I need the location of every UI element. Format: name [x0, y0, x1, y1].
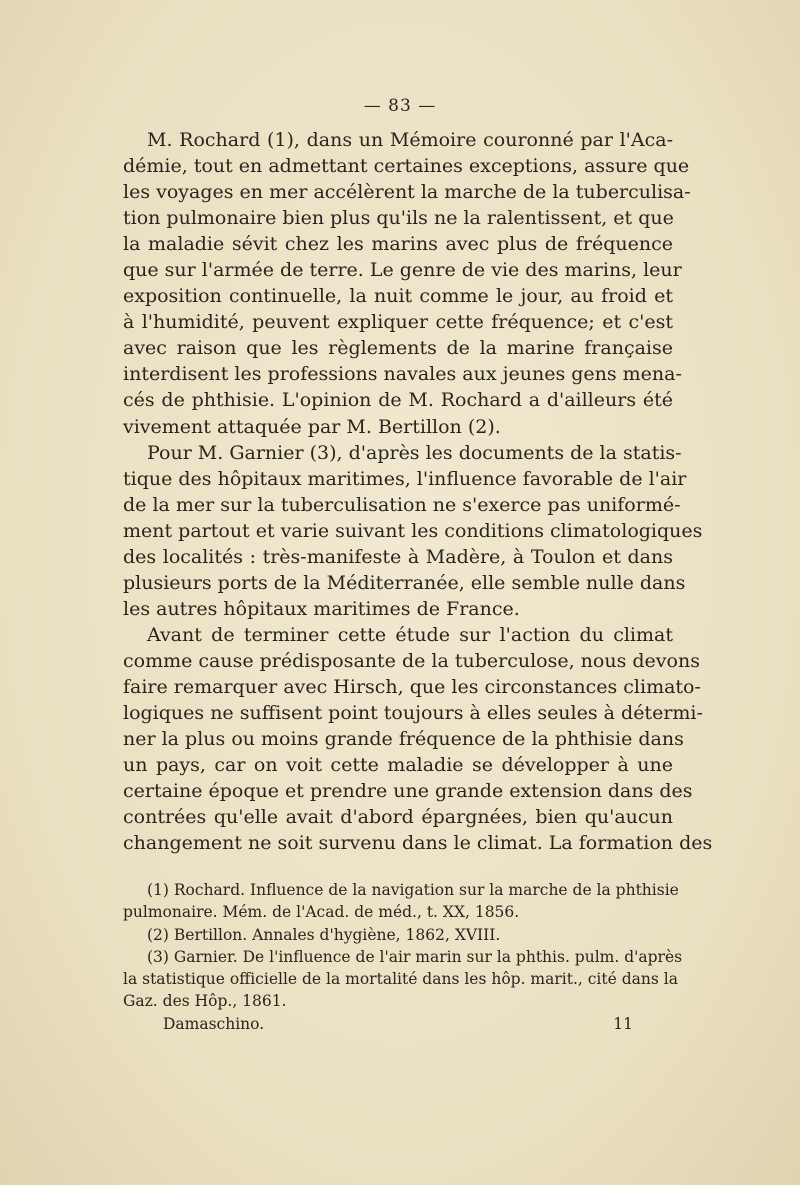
page-number: — 83 —	[363, 96, 437, 116]
text-line: changement ne soit survenu dans le climat. La formation des	[123, 832, 713, 855]
text-line: plusieurs ports de la Méditerranée, elle semble nulle dans	[123, 571, 686, 594]
footnote-line: (2) Bertillon. Annales d'hygiène, 1862, XVIII.	[147, 925, 501, 944]
text-line: tion pulmonaire bien plus qu'ils ne la ralentissent, et que	[123, 207, 674, 230]
text-line: M. Rochard (1), dans un Mémoire couronné par l'Aca-	[147, 129, 673, 151]
sheet-number: 11	[613, 1015, 633, 1033]
paragraph-climat	[123, 622, 713, 856]
text-line: avec raison que les règlements de la marine française	[123, 337, 673, 360]
footnote-line: la statistique officielle de la mortalité dans les hôp. marit., cité dans la	[123, 970, 678, 989]
text-line: certaine époque et prendre une grande extension dans des	[123, 780, 693, 803]
text-line: les voyages en mer accélèrent la marche de la tuberculisa-	[123, 181, 691, 204]
text-line: ner la plus ou moins grande fréquence de la phthisie dans	[123, 728, 684, 751]
text-line: comme cause prédisposante de la tuberculose, nous devons	[123, 649, 700, 672]
signature-row	[163, 1015, 633, 1033]
printer-signature: Damaschino.	[163, 1015, 265, 1033]
text-line: faire remarquer avec Hirsch, que les circonstances climato-	[123, 675, 701, 698]
text-line: les autres hôpitaux maritimes de France.	[123, 597, 520, 620]
paragraph-garnier	[123, 440, 703, 622]
footnote-line: Gaz. des Hôp., 1861.	[123, 992, 287, 1011]
text-line: exposition continuelle, la nuit comme le jour, au froid et	[123, 285, 673, 308]
footnote-line: (1) Rochard. Influence de la navigation sur la marche de la phthisie	[147, 881, 679, 899]
footnote-line: pulmonaire. Mém. de l'Acad. de méd., t. XX, 1856.	[123, 903, 520, 922]
text-line: de la mer sur la tuberculisation ne s'exerce pas uniformé-	[123, 493, 681, 516]
text-line: contrées qu'elle avait d'abord épargnées, bien qu'aucun	[123, 806, 673, 829]
footnotes	[123, 879, 683, 1013]
text-line: des localités : très-manifeste à Madère, à Toulon et dans	[123, 545, 673, 568]
footnote-line: (3) Garnier. De l'influence de l'air marin sur la phthis. pulm. d'après	[147, 947, 683, 966]
text-line: logiques ne suffisent point toujours à elles seules à détermi-	[123, 702, 703, 725]
text-line: Pour M. Garnier (3), d'après les documents de la statis-	[147, 441, 682, 464]
text-line: que sur l'armée de terre. Le genre de vie des marins, leur	[123, 259, 682, 282]
text-line: la maladie sévit chez les marins avec plus de fréquence	[123, 233, 673, 256]
text-line: ment partout et varie suivant les conditions climatologiques	[123, 519, 703, 542]
text-line: Avant de terminer cette étude sur l'action du climat	[147, 623, 673, 646]
paragraph-rochard	[123, 127, 691, 440]
text-line: à l'humidité, peuvent expliquer cette fréquence; et c'est	[123, 311, 673, 334]
text-line: interdisent les professions navales aux jeunes gens mena-	[123, 363, 682, 386]
text-line: démie, tout en admettant certaines exceptions, assure que	[123, 155, 690, 178]
text-line: un pays, car on voit cette maladie se développer à une	[123, 754, 673, 777]
text-line: tique des hôpitaux maritimes, l'influence favorable de l'air	[123, 467, 687, 490]
body-text	[123, 127, 713, 856]
text-line: cés de phthisie. L'opinion de M. Rochard a d'ailleurs été	[123, 389, 673, 412]
text-line: vivement attaquée par M. Bertillon (2).	[123, 415, 501, 438]
